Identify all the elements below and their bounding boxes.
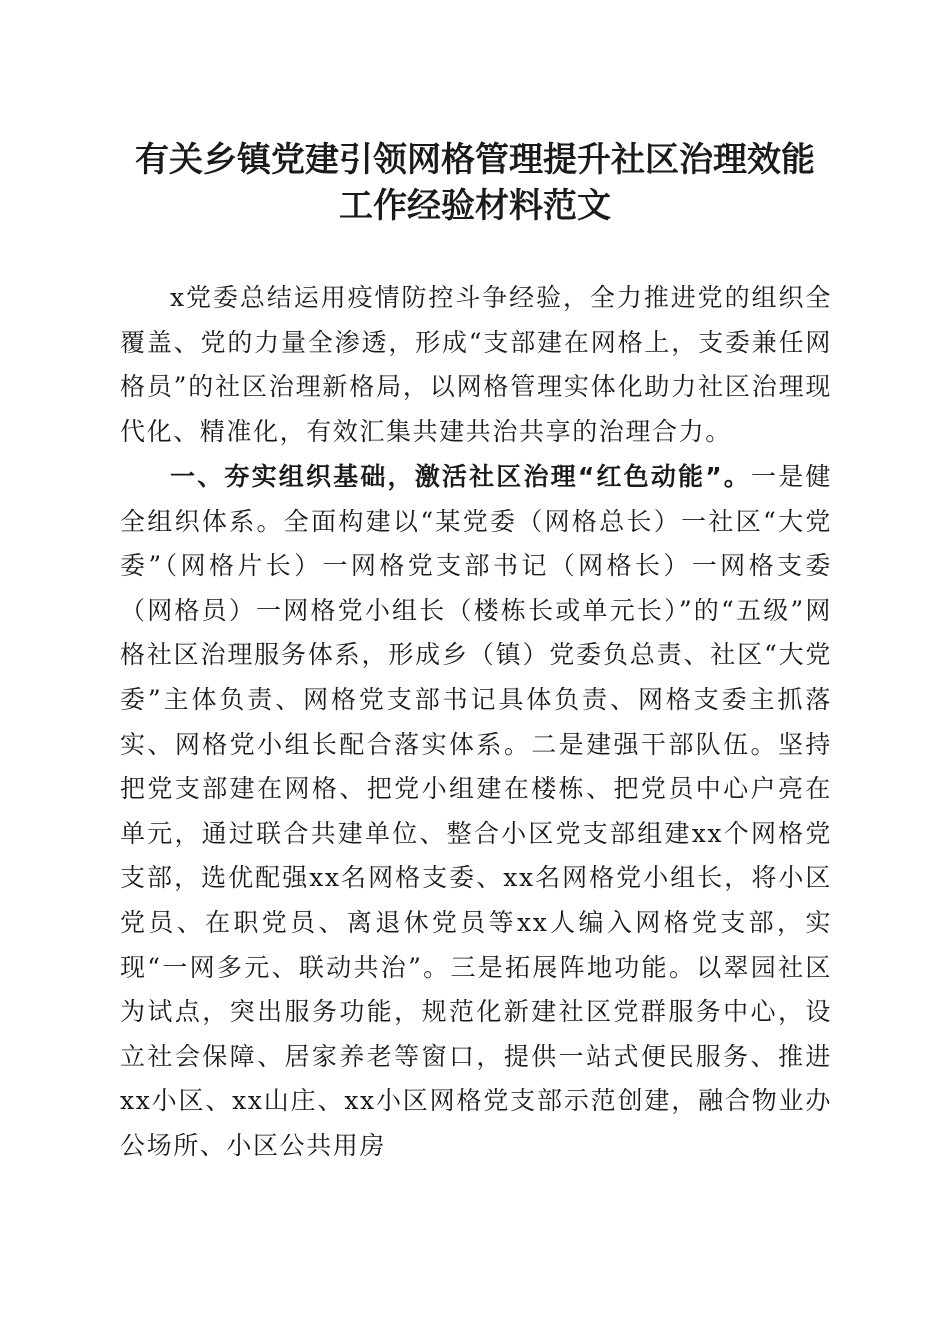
intro-paragraph: x党委总结运用疫情防控斗争经验，全力推进党的组织全覆盖、党的力量全渗透，形成“支部建在网格上，支委兼任网格员”的社区治理新格局，以网格管理实体化助力社区治理现代化、精准化，有效汇集共建共治共享的治理合力。 <box>120 283 832 446</box>
section-1-paragraph <box>120 455 832 1169</box>
section-1-heading: 一、夯实组织基础，激活社区治理“红色动能”。 <box>170 462 751 491</box>
section-1-body: 一是健全组织体系。全面构建以“某党委（网格总长）一社区“大党委”（网格片长）一网格党支部书记（网格长）一网格支委（网格员）一网格党小组长（楼栋长或单元长）”的“五级”网格社区治理服务体系，形成乡（镇）党委负总责、社区“大党委”主体负责、网格党支部书记具体负责、网格支委主抓落实、网格党小组长配合落实体系。二是建强干部队伍。坚持把党支部建在网格、把党小组建在楼栋、把党员中心户亮在单元，通过联合共建单位、整合小区党支部组建xx个网格党支部，选优配强xx名网格支委、xx名网格党小组长，将小区党员、在职党员、离退休党员等xx人编入网格党支部，实现“一网多元、联动共治”。三是拓展阵地功能。以翠园社区为试点，突出服务功能，规范化新建社区党群服务中心，设立社会保障、居家养老等窗口，提供一站式便民服务、推进xx小区、xx山庄、xx小区网格党支部示范创建，融合物业办公场所、小区公共用房 <box>120 462 832 1160</box>
document-title-line-2: 工作经验材料范文 <box>339 186 611 226</box>
document-title-line-1: 有关乡镇党建引领网格管理提升社区治理效能 <box>135 140 815 180</box>
